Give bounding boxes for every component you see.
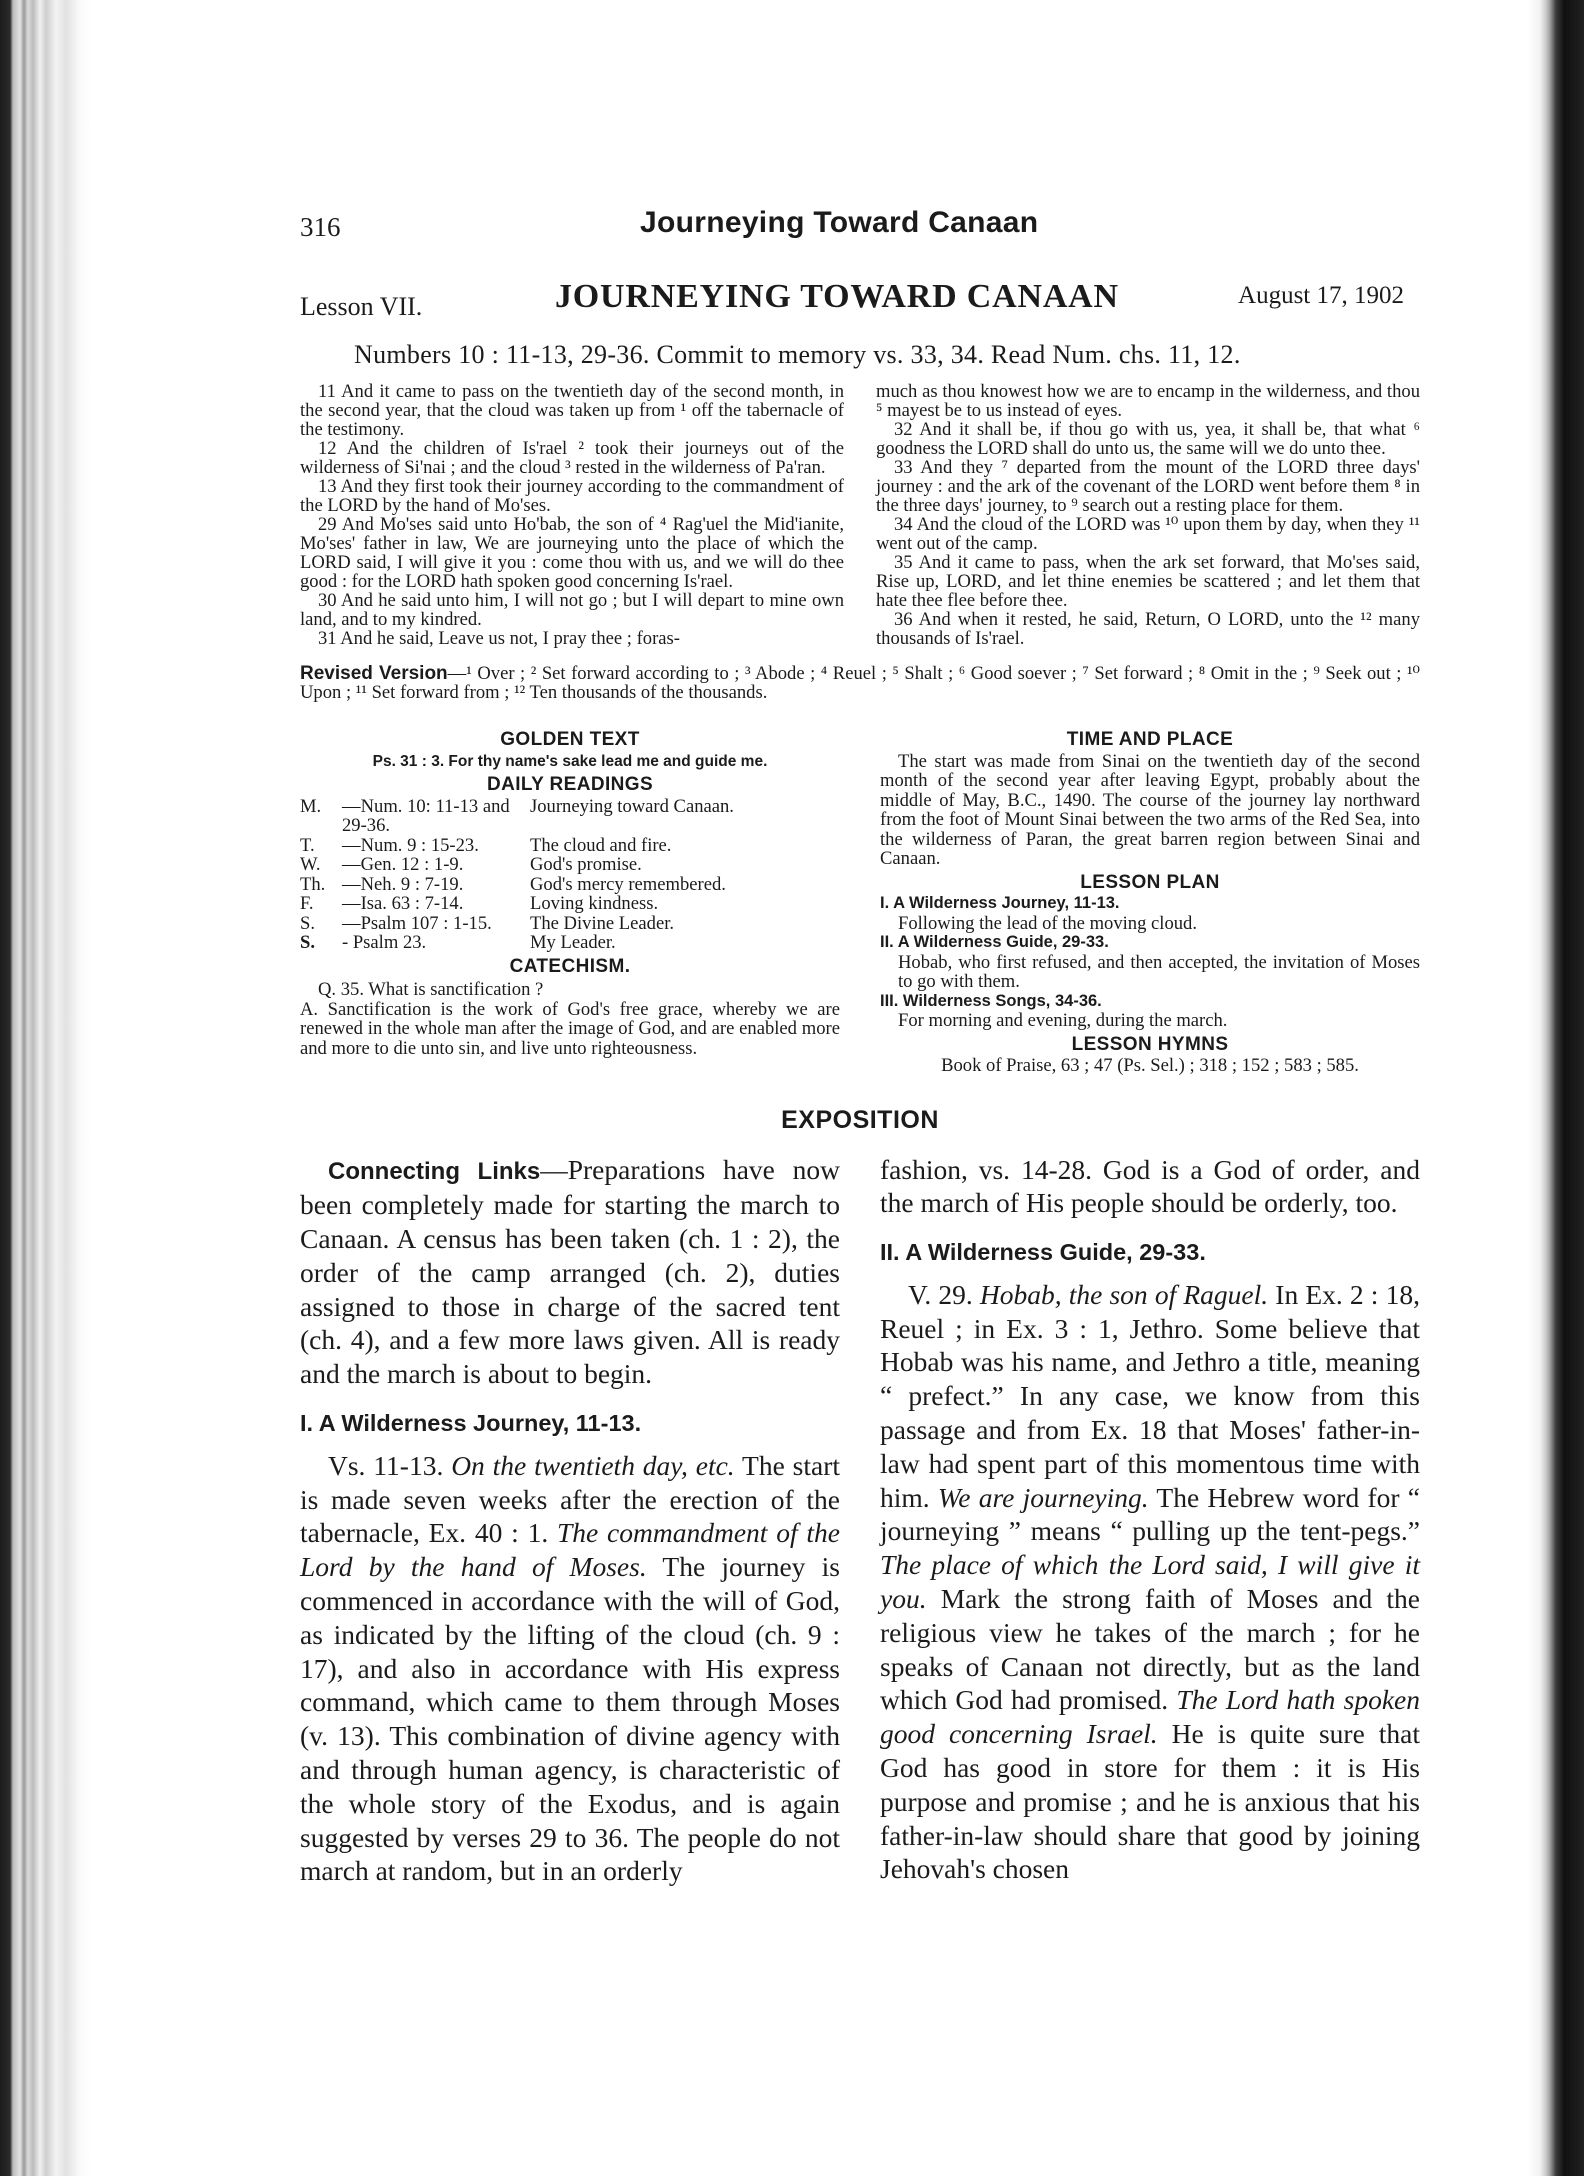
revised-version-text: —¹ Over ; ² Set forward according to ; ³ Abode ; ⁴ Reuel ; ⁵ Shalt ; ⁶ Good soever ; ⁷ Set forward ; ⁸ Omit in the ; ⁹ Seek out ; ¹⁰ Upon ; ¹¹ Set forward from ; ¹² Ten thousands of the thousands. — [300, 663, 1421, 703]
catechism-question: Q. 35. What is sanctification ? — [318, 979, 544, 1000]
reading-row — [300, 933, 840, 953]
reading-day: S. — [300, 932, 315, 953]
reading-row — [300, 894, 840, 914]
verse: 13 And they first took their journey according to the commandment of the LORD by the hand of Mo'ses. — [300, 476, 844, 516]
daily-readings-heading: DAILY READINGS — [486, 774, 654, 795]
golden-text-heading: GOLDEN TEXT — [500, 729, 640, 750]
reading-row — [300, 875, 840, 895]
reading-title: The Divine Leader. — [530, 912, 675, 934]
italic-run: The place of which the Lord said, I will give it you. — [880, 1549, 1420, 1615]
running-title: Journeying Toward Canaan — [640, 206, 1039, 239]
verse: 33 And they ⁷ departed from the mount of the LORD three days' journey : and the ark of the covenant of the LORD went before them ⁸ in the three days' journey, to ⁹ search out a resting place for them. — [876, 457, 1420, 516]
reading-ref: —Num. 10: 11-13 and 29-36. — [342, 795, 510, 836]
verse: 31 And he said, Leave us not, I pray thee ; foras- — [318, 628, 680, 649]
reading-ref: —Isa. 63 : 7-14. — [342, 893, 464, 914]
italic-run: On the twentieth day, etc. — [451, 1449, 735, 1481]
reading-ref: —Psalm 107 : 1-15. — [342, 912, 492, 934]
text-run: The start is made seven weeks after the erection of the tabernacle, Ex. 40 : 1. — [300, 1449, 841, 1549]
revised-version-notes — [300, 664, 1420, 702]
catechism-answer: A. Sanctification is the work of God's free grace, whereby we are renewed in the whole man after the image of God, and are enabled more and more to die unto sin, and live unto righteousness. — [300, 998, 840, 1059]
plan-item-title: II. A Wilderness Guide, 29-33. — [880, 933, 1109, 951]
reading-title: God's promise. — [530, 854, 642, 875]
continued-paragraph: fashion, vs. 14-28. God is a God of order, and the march of His people should be orderly, too. — [880, 1153, 1420, 1219]
reading-title: The cloud and fire. — [530, 834, 672, 856]
reading-title: Journeying toward Canaan. — [530, 795, 734, 817]
italic-run: Hobab, the son of Raguel. — [979, 1278, 1269, 1310]
reading-title: My Leader. — [530, 932, 616, 953]
time-place-heading: TIME AND PLACE — [1066, 729, 1234, 750]
reading-title: Loving kindness. — [530, 893, 659, 914]
connecting-links-label: Connecting Links — [328, 1157, 541, 1185]
text-run: The journey is commenced in accordance with the will of God, as indicated by the lifting of the cloud (ch. 9 : 17), and also in accordance with His express command, which came to them through Moses (v. 13). This combination of divine agency with and through human agency, is characteristic of the whole story of the Exodus, and is again suggested by verses 29 to 36. The people do not march at random, but in an orderly — [300, 1551, 840, 1887]
connecting-links-text: —Preparations have now been completely made for starting the march to Canaan. A census has been taken (ch. 1 : 2), the order of the camp arranged (ch. 2), duties assigned to those in charge of the sacred tent (ch. 4), and a few more laws given. All is ready and the march is about to begin. — [300, 1153, 840, 1390]
reading-day: M. — [300, 795, 322, 817]
book-page — [300, 190, 1420, 1888]
running-head — [300, 190, 1420, 250]
reading-ref: - Psalm 23. — [342, 932, 427, 953]
text-run: In Ex. 2 : 18, Reuel ; in Ex. 3 : 1, Jethro. Some believe that Hobab was his name, and Jethro a title, meaning “ prefect.” In any case, we know from this passage and from Ex. 18 that Moses' father-in-law had spent part of this momentous time with him. — [880, 1278, 1420, 1513]
book-binding-edge — [0, 0, 92, 2176]
text-run: He is quite sure that God has good in store for them : it is His purpose and promise ; and he is anxious that his father-in-law should share that good by joining Jehovah's chosen — [880, 1718, 1420, 1885]
section-2-paragraph — [880, 1278, 1420, 1886]
verse: much as thou knowest how we are to encamp in the wilderness, and thou ⁵ mayest be to us instead of eyes. — [876, 381, 1420, 421]
reading-day: W. — [300, 854, 321, 875]
exposition-heading: EXPOSITION — [781, 1105, 939, 1134]
italic-run: We are journeying. — [937, 1481, 1149, 1513]
exposition-right-column — [880, 1153, 1420, 1889]
text-run: Mark the strong faith of Moses and the religious view he takes of the march ; for he speaks of Canaan not directly, but as the land which God had promised. — [880, 1583, 1420, 1716]
reading-row — [300, 914, 840, 934]
lesson-title: JOURNEYING TOWARD CANAAN — [555, 278, 1119, 315]
exposition-body — [300, 1153, 1420, 1889]
lesson-hymns-heading: LESSON HYMNS — [1071, 1033, 1229, 1055]
reading-ref: —Num. 9 : 15-23. — [342, 834, 479, 856]
reading-ref: —Neh. 9 : 7-19. — [342, 873, 464, 895]
lesson-aids — [300, 726, 1420, 1076]
reading-day: S. — [300, 912, 315, 934]
plan-item-desc: Following the lead of the moving cloud. — [898, 912, 1198, 934]
text-run: Vs. 11-13. — [328, 1449, 452, 1481]
lesson-plan-heading: LESSON PLAN — [1080, 871, 1220, 893]
plan-item-title: III. Wilderness Songs, 34-36. — [880, 991, 1102, 1010]
section-1-title: I. A Wilderness Journey, 11-13. — [300, 1410, 642, 1437]
golden-text: Ps. 31 : 3. For thy name's sake lead me and guide me. — [372, 752, 768, 770]
time-place-text: The start was made from Sinai on the twentieth day of the second month of the second year after leaving Egypt, probably about the middle of May, B.C., 1490. The course of the journey lay northward from the foot of Mount Sinai between the two arms of the Red Sea, into the wilderness of Paran, the great barren region between Sinai and Canaan. — [880, 750, 1420, 869]
exposition-left-column — [300, 1153, 840, 1889]
italic-run: The commandment of the Lord by the hand of Moses. — [300, 1517, 840, 1583]
catechism-heading: CATECHISM. — [509, 955, 631, 977]
reading-title: God's mercy remembered. — [530, 873, 726, 895]
section-1-paragraph — [300, 1449, 840, 1888]
scripture-verses — [300, 382, 1420, 648]
plan-item-title: I. A Wilderness Journey, 11-13. — [880, 894, 1120, 912]
verse: 34 And the cloud of the LORD was ¹⁰ upon them by day, when they ¹¹ went out of the camp. — [876, 514, 1420, 554]
verse: 12 And the children of Is'rael ² took their journeys out of the wilderness of Si'nai ; and the cloud ³ rested in the wilderness of Pa'ran. — [300, 438, 844, 478]
lesson-number: Lesson VII. — [300, 292, 423, 321]
plan-item-desc: For morning and evening, during the march. — [898, 1010, 1228, 1031]
reading-day: T. — [300, 834, 315, 856]
lesson-hymns-text: Book of Praise, 63 ; 47 (Ps. Sel.) ; 318 ; 152 ; 583 ; 585. — [941, 1055, 1359, 1076]
aids-left-column — [300, 726, 840, 1076]
reading-day: F. — [300, 893, 314, 914]
daily-readings-table — [300, 797, 840, 953]
reading-day: Th. — [300, 873, 326, 895]
verse: 36 And when it rested, he said, Return, O LORD, unto the ¹² many thousands of Is'rael. — [876, 609, 1420, 649]
text-run: V. 29. — [908, 1278, 980, 1310]
verse: 32 And it shall be, if thou go with us, yea, it shall be, that what ⁶ goodness the LORD shall do unto us, the same will we do unto thee. — [876, 419, 1420, 459]
verse: 35 And it came to pass, when the ark set forward, that Mo'ses said, Rise up, LORD, and let thine enemies be scattered ; and let them that hate thee flee before thee. — [876, 552, 1420, 611]
reading-row — [300, 836, 840, 856]
scripture-reference: Numbers 10 : 11-13, 29-36. Commit to memory vs. 33, 34. Read Num. chs. 11, 12. — [354, 340, 1241, 369]
verse: 29 And Mo'ses said unto Ho'bab, the son of ⁴ Rag'uel the Mid'ianite, Mo'ses' father in law, We are journeying unto the place of which the LORD said, I will give it you : come thou with us, and we will do thee good : for the LORD hath spoken good concerning Is'rael. — [300, 514, 844, 592]
lesson-header — [300, 270, 1420, 328]
reading-row — [300, 797, 840, 836]
aids-right-column — [880, 726, 1420, 1076]
reading-row — [300, 855, 840, 875]
italic-run: The Lord hath spoken good concerning Israel. — [880, 1684, 1420, 1750]
page-number: 316 — [300, 212, 341, 242]
verse: 11 And it came to pass on the twentieth day of the second month, in the second year, that the cloud was taken up from ¹ off the tabernacle of the testimony. — [300, 381, 844, 440]
verse: 30 And he said unto him, I will not go ; but I will depart to mine own land, and to my kindred. — [300, 590, 844, 630]
connecting-links-paragraph — [300, 1153, 840, 1392]
lesson-date: August 17, 1902 — [1238, 282, 1404, 309]
revised-version-label: Revised Version — [300, 663, 448, 684]
plan-item-desc: Hobab, who first refused, and then accepted, the invitation of Moses to go with them. — [898, 951, 1420, 992]
reading-ref: —Gen. 12 : 1-9. — [342, 854, 464, 875]
page-stack-edge — [1528, 0, 1584, 2176]
verses-left-column — [300, 382, 844, 648]
section-2-title: II. A Wilderness Guide, 29-33. — [880, 1239, 1206, 1266]
verses-right-column — [876, 382, 1420, 648]
text-run: The Hebrew word for “ journeying ” means “ pulling up the tent-pegs.” — [880, 1481, 1420, 1547]
